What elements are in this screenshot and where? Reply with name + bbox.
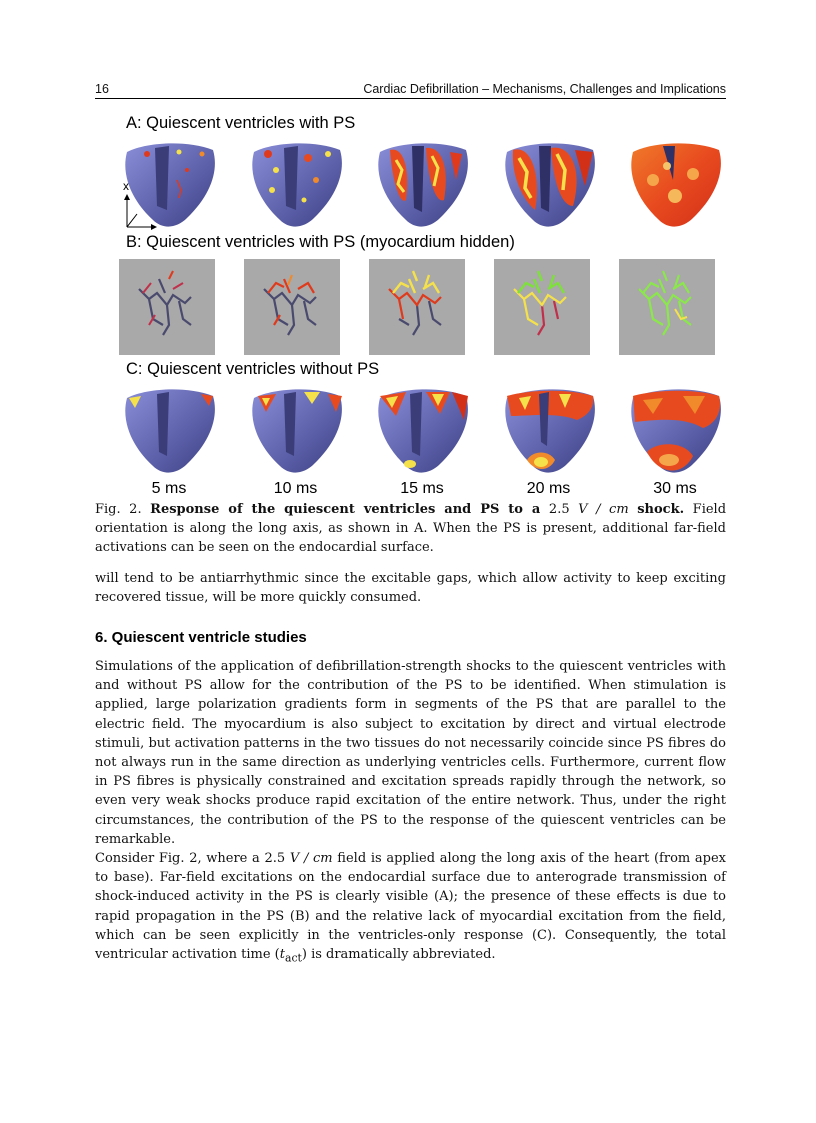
row-a bbox=[117, 140, 727, 230]
continuation-paragraph: will tend to be antiarrhythmic since the excitable gaps, which allow activity to keep exciting recovered tissue, will be more quickly consumed. bbox=[95, 571, 726, 606]
time-label-10ms: 10 ms bbox=[273, 480, 318, 497]
panel-c-title: C: Quiescent ventricles without PS bbox=[126, 360, 380, 378]
para2-end: ) is dramatically abbreviated. bbox=[301, 947, 496, 963]
heart-c-30ms bbox=[623, 386, 727, 476]
caption-rest: Field orientation is along the long axis, as shown in A. When the PS is present, additional far-field activations can be seen on the endocardial surface. bbox=[95, 502, 727, 555]
para2-start: Consider Fig. 2, where a bbox=[95, 851, 260, 866]
row-b bbox=[119, 259, 715, 355]
time-label-5ms: 5 ms bbox=[151, 480, 187, 497]
time-labels bbox=[117, 480, 727, 498]
row-c bbox=[117, 386, 727, 476]
panel-a-title: A: Quiescent ventricles with PS bbox=[126, 114, 356, 132]
ps-network-5ms bbox=[119, 259, 215, 355]
ps-network-10ms bbox=[244, 259, 340, 355]
running-title: Cardiac Defibrillation – Mechanisms, Challenges and Implications bbox=[363, 82, 726, 96]
heart-c-10ms bbox=[244, 386, 348, 476]
running-header bbox=[95, 80, 726, 99]
caption-label: Fig. 2. bbox=[95, 502, 142, 517]
paragraph-1: Simulations of the application of defibrillation-strength shocks to the quiescent ventricles with and without PS allow for the contribution of the PS to be identified. When stimulation is applied, large polarization gradients form in segments of the PS that are parallel to the electric field. The myocardium is also subject to excitation by direct and virtual electrode stimuli, but activation patterns in the two tissues do not necessarily coincide since PS fibres do not always run in the same direction as underlying ventricles cells. Furthermore, current flow in PS fibres is physically constrained and excitation spreads rapidly through the network, so even very weak shocks produce rapid excitation of the entire network. Thus, under the right circumstances, the contribution of the PS to the response of the quiescent ventricles can be remarkable. bbox=[95, 659, 726, 847]
caption-field-unit: V / cm bbox=[578, 502, 629, 517]
heart-a-20ms bbox=[497, 140, 601, 230]
ps-network-20ms bbox=[494, 259, 590, 355]
heart-c-5ms bbox=[117, 386, 221, 476]
caption-bold-end: shock. bbox=[637, 502, 685, 517]
heart-c-20ms bbox=[497, 386, 601, 476]
heart-c-15ms bbox=[370, 386, 474, 476]
caption-field-value: 2.5 bbox=[548, 502, 570, 517]
axis-label-x: x bbox=[123, 179, 129, 193]
t-act-subscript: act bbox=[284, 951, 302, 965]
time-label-30ms: 30 ms bbox=[653, 480, 697, 497]
section-heading: 6. Quiescent ventricle studies bbox=[95, 629, 307, 646]
figure-2 bbox=[95, 108, 726, 500]
time-label-15ms: 15 ms bbox=[400, 480, 444, 497]
t-act-symbol: t bbox=[279, 947, 285, 963]
caption-bold: Response of the quiescent ventricles and PS to a bbox=[150, 502, 541, 517]
para2-unit: V / cm bbox=[289, 851, 333, 866]
figure-caption bbox=[95, 500, 726, 557]
heart-a-15ms bbox=[370, 140, 474, 230]
ps-network-15ms bbox=[369, 259, 465, 355]
time-label-20ms: 20 ms bbox=[526, 480, 571, 497]
heart-a-10ms bbox=[244, 140, 348, 230]
para2-mid: field is applied along the long axis of the heart (from apex to base). Far-field excitations on the endocardial surface due to anterograde transmission of shock-induced activity in the PS is clearly visible (A); the presence of these effects is due to rapid propagation in the PS (B) and the relative lack of myocardial excitation from the field, which can be seen explicitly in the ventricles-only response (C). Consequently, the total ventricular activation time ( bbox=[95, 851, 726, 963]
paragraph-2 bbox=[95, 849, 726, 968]
ps-network-30ms bbox=[619, 259, 715, 355]
panel-b-title: B: Quiescent ventricles with PS (myocardium hidden) bbox=[126, 233, 515, 251]
heart-a-30ms bbox=[623, 140, 727, 230]
para2-value: 2.5 bbox=[264, 851, 286, 866]
page-number: 16 bbox=[95, 82, 109, 96]
